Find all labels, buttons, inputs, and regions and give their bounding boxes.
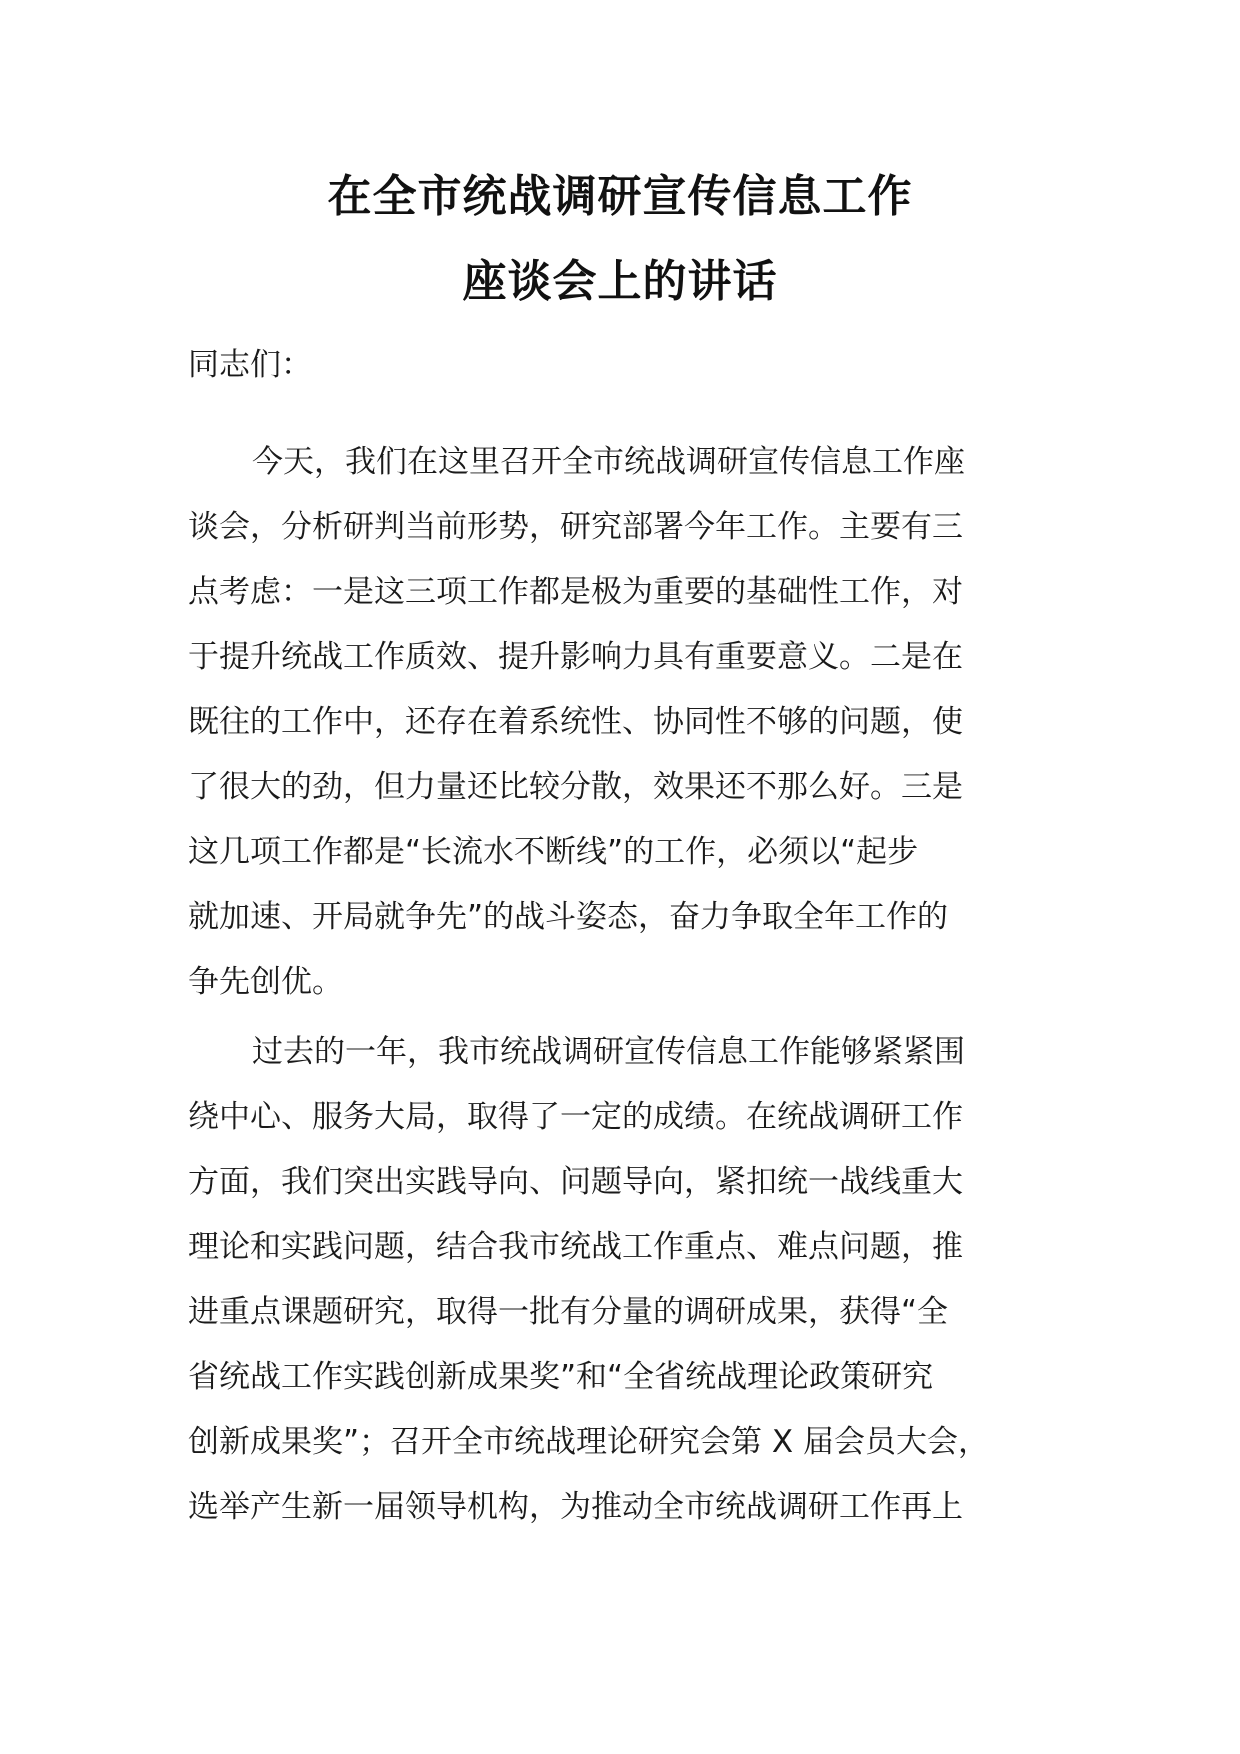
- paragraph-line: 省统战工作实践创新成果奖”和“全省统战理论政策研究: [188, 1359, 934, 1395]
- paragraph-line: 创新成果奖”；召开全市统战理论研究会第 X 届会员大会，: [188, 1424, 990, 1460]
- document-title-line-1: 在全市统战调研宣传信息工作: [327, 171, 913, 222]
- paragraph-line: 方面，我们突出实践导向、问题导向，紧扣统一战线重大: [188, 1164, 963, 1200]
- paragraph-line: 选举产生新一届领导机构，为推动全市统战调研工作再上: [188, 1489, 963, 1525]
- paragraph-line: 点考虑：一是这三项工作都是极为重要的基础性工作，对: [188, 574, 963, 610]
- paragraph-line: 理论和实践问题，结合我市统战工作重点、难点问题，推: [188, 1229, 963, 1265]
- salutation: 同志们：: [188, 347, 312, 383]
- paragraph-line: 就加速、开局就争先”的战斗姿态，奋力争取全年工作的: [188, 899, 949, 935]
- paragraph-line: 绕中心、服务大局，取得了一定的成绩。在统战调研工作: [188, 1099, 963, 1135]
- paragraph-line: 于提升统战工作质效、提升影响力具有重要意义。二是在: [188, 639, 963, 675]
- paragraph-line: 过去的一年，我市统战调研宣传信息工作能够紧紧围: [252, 1034, 965, 1070]
- paragraph-2: [188, 1020, 1068, 1540]
- paragraph-line: 这几项工作都是“长流水不断线”的工作，必须以“起步: [188, 834, 919, 870]
- paragraph-1: [188, 430, 1068, 1015]
- paragraph-line: 谈会，分析研判当前形势，研究部署今年工作。主要有三: [188, 509, 963, 545]
- paragraph-line: 了很大的劲，但力量还比较分散，效果还不那么好。三是: [188, 769, 963, 805]
- paragraph-line: 进重点课题研究，取得一批有分量的调研成果，获得“全: [188, 1294, 949, 1330]
- paragraph-line: 争先创优。: [188, 964, 343, 1000]
- document-title-line-2: 座谈会上的讲话: [462, 256, 778, 307]
- paragraph-line: 今天，我们在这里召开全市统战调研宣传信息工作座: [252, 444, 965, 480]
- paragraph-line: 既往的工作中，还存在着系统性、协同性不够的问题，使: [188, 704, 963, 740]
